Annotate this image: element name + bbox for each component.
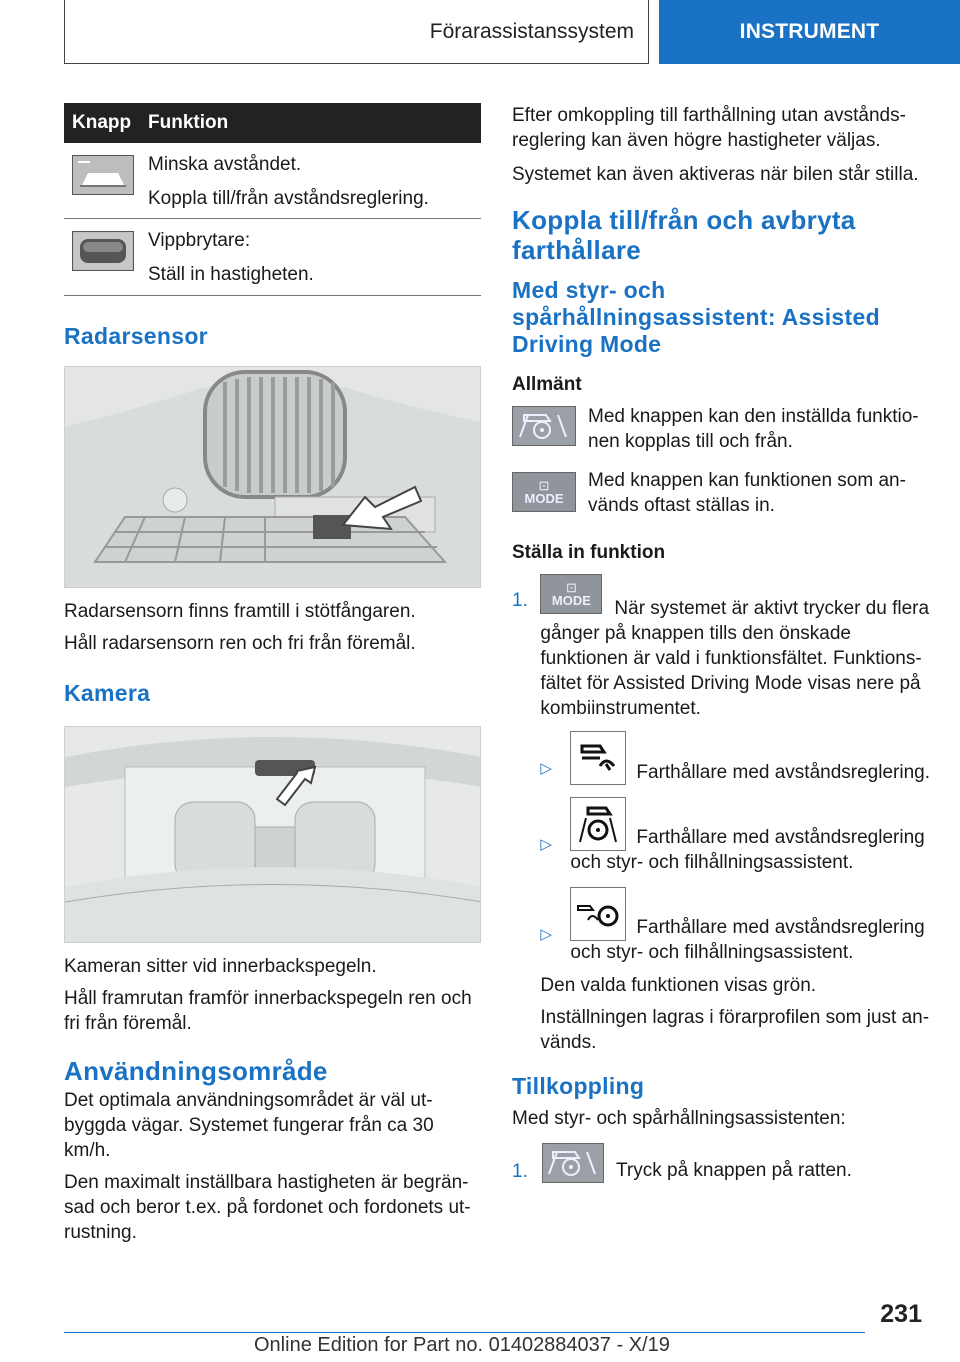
chapter-tab[interactable] — [659, 0, 960, 64]
option-text: Farthållare med avståndsreglering och styr- och filhållningsassistent. — [570, 917, 925, 963]
step-text: När systemet är aktivt trycker du flera gånger på knappen tills den önskade funktionen är vald i funktionsfältet. Funktions-fältet för Assisted Driving Mode visas nere på kombiinstrumentet. — [540, 598, 930, 719]
usage-heading: Användningsområde — [64, 1056, 328, 1086]
section-title-text: Förarassistanssystem — [429, 19, 634, 43]
list-item — [540, 797, 930, 875]
mode-label: MODE — [524, 490, 564, 506]
step-text: Tryck på knappen på ratten. — [616, 1160, 852, 1181]
mode-label: MODE — [551, 592, 591, 608]
general-item — [512, 404, 930, 454]
table-row — [64, 143, 481, 219]
step-item — [512, 1143, 930, 1183]
activate-text: Med styr- och spårhållningsassistenten: — [512, 1108, 846, 1129]
left-column — [64, 103, 481, 1245]
general-item-text: Med knappen kan funktionen som an-vänds oftast ställas in. — [588, 470, 906, 516]
mode-button-icon — [512, 472, 576, 512]
camera-text-1: Kameran sitter vid innerbackspegeln. — [64, 956, 377, 977]
option-text: Farthållare med avståndsreglering. — [636, 762, 930, 783]
mode-button-icon — [540, 574, 602, 614]
camera-text-2: Håll framrutan framför innerbackspegeln ren och fri från föremål. — [64, 988, 472, 1034]
chapter-tab-label: INSTRUMENT — [739, 20, 880, 43]
radar-sensor-image — [64, 366, 481, 588]
general-title: Allmänt — [512, 374, 582, 395]
car-icon: ⊡ — [565, 579, 577, 595]
table-cell: Vippbrytare: — [148, 230, 251, 251]
button-function-table — [64, 103, 481, 296]
acc-distance-icon — [570, 731, 626, 785]
general-item-text: Med knappen kan den inställda funktio-nen kopplas till och från. — [588, 406, 919, 452]
acc-steering-icon — [570, 797, 626, 851]
table-header — [64, 103, 481, 143]
intro-text-1: Efter omkoppling till farthållning utan avstånds-reglering kan även högre hastigheter väljas. — [512, 105, 906, 151]
intro-text-2: Systemet kan även aktiveras när bilen står stilla. — [512, 164, 919, 185]
activate-heading: Tillkoppling — [512, 1073, 645, 1099]
usage-text-2: Den maximalt inställbara hastigheten är begrän-sad och beror t.ex. på fordonet och fordonets ut-rustning. — [64, 1172, 471, 1243]
radar-text-2: Håll radarsensorn ren och fri från föremål. — [64, 633, 416, 654]
triangle-bullet-icon: ▷ — [540, 926, 552, 943]
triangle-bullet-icon: ▷ — [540, 760, 552, 777]
section-title — [64, 0, 649, 64]
table-cell: Ställ in hastigheten. — [148, 264, 314, 285]
column-header-function: Funktion — [148, 112, 229, 133]
radar-heading: Radarsensor — [64, 323, 208, 349]
table-row — [64, 219, 481, 296]
list-item — [540, 887, 930, 965]
after-text-1: Den valda funktionen visas grön. — [540, 975, 817, 996]
table-cell: Minska avståndet. — [148, 154, 302, 175]
distance-button-icon — [72, 155, 134, 195]
page-number: 231 — [880, 1300, 922, 1328]
option-text: Farthållare med avståndsreglering och styr- och filhållningsassistent. — [570, 827, 925, 873]
table-cell: Koppla till/från avståndsreglering. — [148, 188, 429, 209]
main-heading: Koppla till/från och avbryta farthållare — [512, 205, 856, 265]
footer-edition: Online Edition for Part no. 01402884037 - X/19 — [254, 1334, 670, 1356]
sub-heading: Med styr- och spårhållningsassistent: Assisted Driving Mode — [512, 277, 880, 357]
column-header-button: Knapp — [72, 112, 132, 133]
footer-divider — [64, 1332, 865, 1333]
list-item — [540, 731, 930, 785]
assisted-driving-button-icon — [512, 406, 576, 446]
acc-steering-alt-icon — [570, 887, 626, 941]
usage-text-1: Det optimala användningsområdet är väl ut-byggda vägar. Systemet fungerar från ca 30 km/h. — [64, 1090, 434, 1161]
car-icon: ⊡ — [538, 477, 550, 493]
step-number: 1. — [512, 1161, 528, 1182]
assisted-driving-button-icon — [542, 1143, 604, 1183]
camera-heading: Kamera — [64, 680, 151, 706]
camera-image — [64, 726, 481, 943]
set-function-title: Ställa in funktion — [512, 542, 666, 563]
after-text-2: Inställningen lagras i förarprofilen som just an-vänds. — [540, 1007, 930, 1053]
step-item — [512, 574, 930, 1055]
step-number: 1. — [512, 590, 528, 611]
general-item — [512, 468, 930, 518]
rocker-switch-icon — [72, 231, 134, 271]
radar-text-1: Radarsensorn finns framtill i stötfångaren. — [64, 601, 416, 622]
right-column — [512, 103, 930, 1183]
triangle-bullet-icon: ▷ — [540, 836, 552, 853]
